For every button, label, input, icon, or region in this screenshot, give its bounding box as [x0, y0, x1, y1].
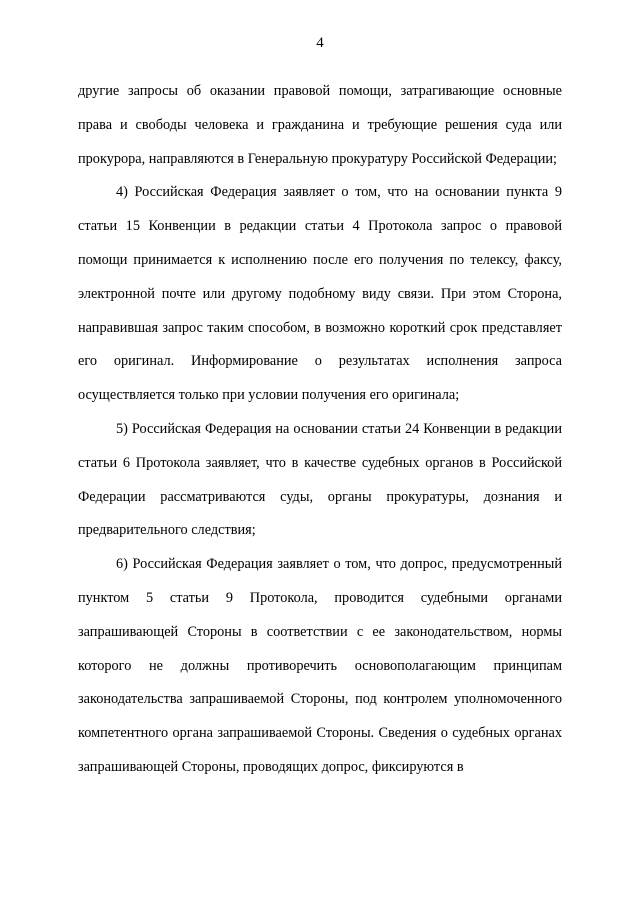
document-body: [78, 75, 562, 785]
page-number: 4: [316, 35, 324, 51]
paragraph-item-4: 4) Российская Федерация заявляет о том, что на основании пункта 9 статьи 15 Конвенции в редакции статьи 4 Протокола запрос о правовой помощи принимается к исполнению после его получения по телексу, факсу, электронной почте или другому подобному виду связи. При этом Сторона, направившая запрос таким способом, в возможно короткий срок представляет его оригинал. Информирование о результатах исполнения запроса осуществляется только при условии получения его оригинала;: [78, 184, 562, 404]
paragraph-item-6: 6) Российская Федерация заявляет о том, что допрос, предусмотренный пунктом 5 статьи 9 Протокола, проводится судебными органами запрашивающей Стороны в соответствии с ее законодательством, нормы которого не должны противоречить основополагающим принципам законодательства запрашиваемой Стороны, под контролем уполномоченного компетентного органа запрашиваемой Стороны. Сведения о судебных органах запрашивающей Стороны, проводящих допрос, фиксируются в: [78, 556, 562, 775]
paragraph-continuation: другие запросы об оказании правовой помощи, затрагивающие основные права и свободы человека и гражданина и требующие решения суда или прокурора, направляются в Генеральную прокуратуру Российской Федерации;: [78, 83, 562, 167]
paragraph-item-5: 5) Российская Федерация на основании статьи 24 Конвенции в редакции статьи 6 Протокола заявляет, что в качестве судебных органов в Российской Федерации рассматриваются суды, органы прокуратуры, дознания и предварительного следствия;: [78, 420, 562, 539]
